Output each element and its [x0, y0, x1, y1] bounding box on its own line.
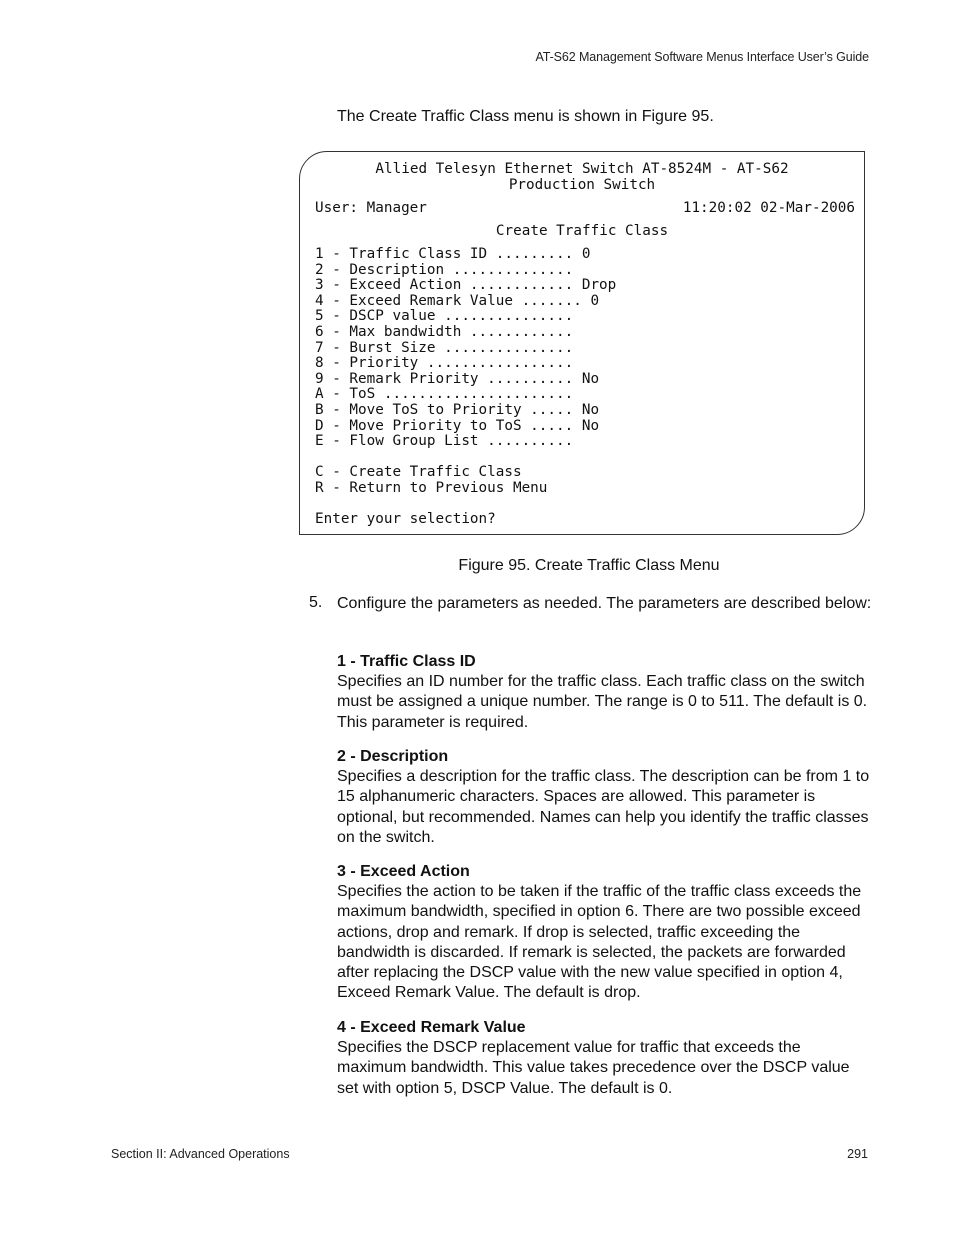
step-text: Configure the parameters as needed. The parameters are described below: [337, 595, 872, 612]
terminal-title-line2: Production Switch [508, 177, 656, 193]
param-body: Specifies the DSCP replacement value for traffic that exceeds the maximum bandwidth. This value takes precedence over the DSCP value set with option 5, DSCP Value. The default is 0. [337, 1039, 850, 1097]
param-exceed-action [337, 862, 872, 1003]
param-exceed-remark-value [337, 1018, 872, 1099]
terminal-menu-items [315, 247, 616, 528]
terminal-user: User: Manager [315, 200, 427, 216]
param-body: Specifies an ID number for the traffic class. Each traffic class on the switch must be assigned a unique number. The range is 0 to 511. The default is 0. This parameter is required. [337, 673, 868, 731]
footer-page-number: 291 [847, 1147, 868, 1161]
footer-section: Section II: Advanced Operations [111, 1147, 290, 1161]
param-title: 4 - Exceed Remark Value [337, 1019, 526, 1036]
param-body: Specifies the action to be taken if the traffic of the traffic class exceeds the maximum bandwidth, specified in option 6. There are two possible exceed actions, drop and remark. If drop is selected, traffic exceeding the bandwidth is discarded. If remark is selected, the packets are forwarded after replacing the DSCP value with the new value specified in option 4, Exceed Remark Value. The default is drop. [337, 883, 862, 1002]
terminal-prompt: Enter your selection? [315, 511, 496, 528]
menu-item: A - ToS ...................... [315, 386, 574, 403]
terminal-screen [299, 151, 865, 535]
menu-item: 9 - Remark Priority .......... No [315, 370, 600, 387]
figure-caption: Figure 95. Create Traffic Class Menu [458, 557, 720, 574]
step-number: 5. [309, 594, 323, 611]
menu-item: 4 - Exceed Remark Value ....... 0 [315, 292, 600, 309]
menu-item: 3 - Exceed Action ............ Drop [315, 277, 617, 294]
running-header: AT-S62 Management Software Menus Interface User’s Guide [535, 50, 869, 64]
menu-action-return: R - Return to Previous Menu [315, 479, 548, 496]
param-body: Specifies a description for the traffic class. The description can be from 1 to 15 alphanumeric characters. Spaces are allowed. This parameter is optional, but recommended. Names can help you identify the traffic classes on the switch. [337, 768, 870, 846]
intro-text: The Create Traffic Class menu is shown in Figure 95. [337, 108, 714, 125]
param-title: 1 - Traffic Class ID [337, 653, 476, 670]
menu-item: 8 - Priority ................. [315, 355, 574, 372]
menu-item: D - Move Priority to ToS ..... No [315, 417, 600, 434]
menu-item: B - Move ToS to Priority ..... No [315, 401, 600, 418]
terminal-title-line1: Allied Telesyn Ethernet Switch AT-8524M - AT-S62 [375, 161, 789, 177]
menu-item: 5 - DSCP value ............... [315, 308, 574, 325]
param-description [337, 747, 872, 848]
terminal-menu-title: Create Traffic Class [495, 223, 669, 239]
param-traffic-class-id [337, 652, 872, 733]
param-title: 2 - Description [337, 748, 449, 765]
menu-item: 7 - Burst Size ............... [315, 339, 574, 356]
menu-item: 2 - Description .............. [315, 261, 574, 278]
menu-item: 6 - Max bandwidth ............ [315, 323, 574, 340]
terminal-timestamp: 11:20:02 02-Mar-2006 [682, 200, 855, 216]
menu-item: E - Flow Group List .......... [315, 433, 574, 450]
menu-item: 1 - Traffic Class ID ......... 0 [315, 246, 591, 262]
param-title: 3 - Exceed Action [337, 863, 470, 880]
menu-action-create: C - Create Traffic Class [315, 464, 522, 481]
